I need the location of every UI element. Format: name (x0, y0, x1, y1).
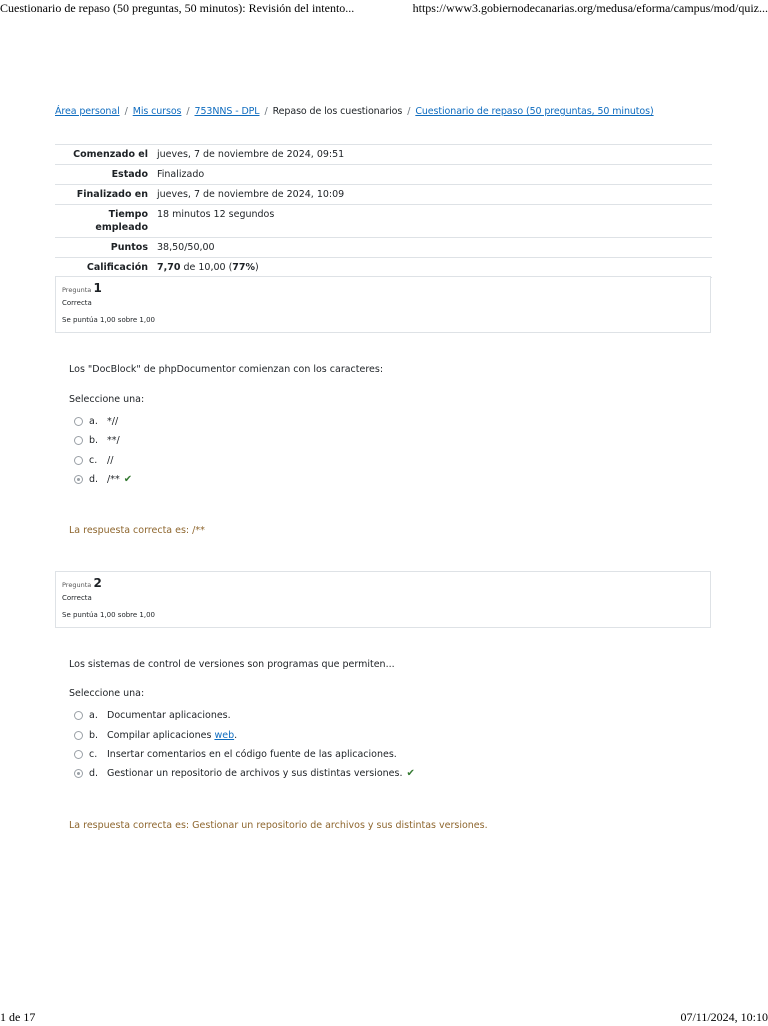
radio-icon[interactable] (74, 750, 83, 759)
question-label: Pregunta (62, 581, 92, 589)
question-number (62, 576, 704, 592)
summary-value: 38,50/50,00 (152, 238, 712, 258)
question-grade: Se puntúa 1,00 sobre 1,00 (62, 316, 156, 324)
feedback-1: La respuesta correcta es: /** (69, 525, 205, 536)
breadcrumb-separator: / (186, 106, 190, 117)
print-header-url: https://www3.gobiernodecanarias.org/medusa/eforma/campus/mod/quiz... (412, 1, 768, 15)
grade-percent: 77% (232, 262, 256, 273)
question-state: Correcta (62, 594, 92, 602)
answer-text: /** (107, 474, 120, 485)
question-info-1 (55, 276, 711, 333)
summary-row-points (55, 238, 712, 258)
breadcrumb-item-quiz[interactable]: Cuestionario de repaso (50 preguntas, 50 minutos) (415, 106, 654, 117)
summary-row-started (55, 145, 712, 165)
grade-close: ) (255, 262, 259, 273)
summary-label: Calificación (55, 258, 152, 278)
answer-letter: b. (89, 435, 99, 446)
question-label: Pregunta (62, 286, 92, 294)
summary-value: jueves, 7 de noviembre de 2024, 09:51 (152, 145, 712, 165)
radio-icon[interactable] (74, 436, 83, 445)
answer-letter: c. (89, 455, 98, 466)
print-header-title: Cuestionario de repaso (50 preguntas, 50 minutos): Revisión del intento... (0, 1, 355, 15)
breadcrumb-item-area-personal[interactable]: Área personal (55, 106, 120, 117)
summary-row-state (55, 165, 712, 185)
breadcrumb-separator: / (407, 106, 411, 117)
summary-value (152, 258, 712, 278)
summary-value: jueves, 7 de noviembre de 2024, 10:09 (152, 185, 712, 205)
answer-option-2a (74, 710, 231, 721)
breadcrumb-separator: / (264, 106, 268, 117)
question-info-2 (55, 571, 711, 628)
answer-text: **/ (107, 435, 120, 446)
summary-value: Finalizado (152, 165, 712, 185)
summary-row-grade (55, 258, 712, 278)
summary-label: Estado (55, 165, 152, 185)
question-text-1: Los "DocBlock" de phpDocumentor comienzan con los caracteres: (69, 364, 384, 375)
radio-icon[interactable] (74, 769, 83, 778)
answer-option-1c (74, 455, 113, 466)
summary-label: Finalizado en (55, 185, 152, 205)
summary-row-time (55, 205, 712, 238)
question-state: Correcta (62, 299, 92, 307)
answer-text: // (107, 455, 114, 466)
answer-letter: c. (89, 749, 98, 760)
summary-label (55, 205, 152, 238)
answer-letter: d. (89, 768, 99, 779)
answer-text: Documentar aplicaciones. (107, 710, 231, 721)
answer-option-1a (74, 416, 118, 427)
radio-icon[interactable] (74, 711, 83, 720)
answer-option-1d (74, 474, 132, 485)
answer-text (107, 730, 237, 741)
question-grade: Se puntúa 1,00 sobre 1,00 (62, 611, 156, 619)
breadcrumb-item-section: Repaso de los cuestionarios (272, 106, 403, 117)
answer-prompt-2: Seleccione una: (69, 688, 145, 699)
answer-letter: b. (89, 730, 99, 741)
radio-icon[interactable] (74, 475, 83, 484)
summary-label: Comenzado el (55, 145, 152, 165)
summary-row-finished (55, 185, 712, 205)
breadcrumb-separator: / (124, 106, 128, 117)
answer-letter: d. (89, 474, 99, 485)
radio-icon[interactable] (74, 731, 83, 740)
answer-letter: a. (89, 710, 98, 721)
answer-text: Gestionar un repositorio de archivos y sus distintas versiones. (107, 768, 403, 779)
attempt-summary-table (55, 144, 712, 278)
radio-icon[interactable] (74, 456, 83, 465)
feedback-2: La respuesta correcta es: Gestionar un repositorio de archivos y sus distintas versiones. (69, 820, 488, 831)
summary-label: Puntos (55, 238, 152, 258)
radio-icon[interactable] (74, 417, 83, 426)
breadcrumb-item-course[interactable]: 753NNS - DPL (194, 106, 260, 117)
question-text-2: Los sistemas de control de versiones son programas que permiten... (69, 659, 395, 670)
summary-value: 18 minutos 12 segundos (152, 205, 712, 238)
check-icon: ✔ (406, 768, 415, 779)
print-footer-datetime: 07/11/2024, 10:10 (680, 1010, 768, 1024)
glossary-link-web[interactable]: web (214, 730, 235, 741)
breadcrumb-item-mis-cursos[interactable]: Mis cursos (132, 106, 182, 117)
answer-prompt-1: Seleccione una: (69, 394, 145, 405)
summary-label-line: empleado (95, 222, 148, 233)
answer-option-2b (74, 730, 237, 741)
answer-text-part: Compilar aplicaciones (107, 730, 215, 741)
print-header (0, 1, 768, 17)
grade-of: de 10,00 ( (180, 262, 233, 273)
print-footer-page: 1 de 17 (0, 1010, 36, 1024)
grade-score: 7,70 (157, 262, 181, 273)
question-number-value: 1 (93, 281, 102, 295)
answer-option-2c (74, 749, 397, 760)
answer-option-1b (74, 435, 120, 446)
breadcrumb (55, 106, 715, 117)
summary-label-line: Tiempo (108, 209, 148, 220)
answer-text-part: . (234, 730, 238, 741)
answer-text: *// (107, 416, 119, 427)
answer-letter: a. (89, 416, 98, 427)
question-number (62, 281, 704, 297)
answer-text: Insertar comentarios en el código fuente de las aplicaciones. (107, 749, 397, 760)
question-number-value: 2 (93, 576, 102, 590)
check-icon: ✔ (123, 474, 133, 485)
answer-option-2d (74, 768, 415, 779)
